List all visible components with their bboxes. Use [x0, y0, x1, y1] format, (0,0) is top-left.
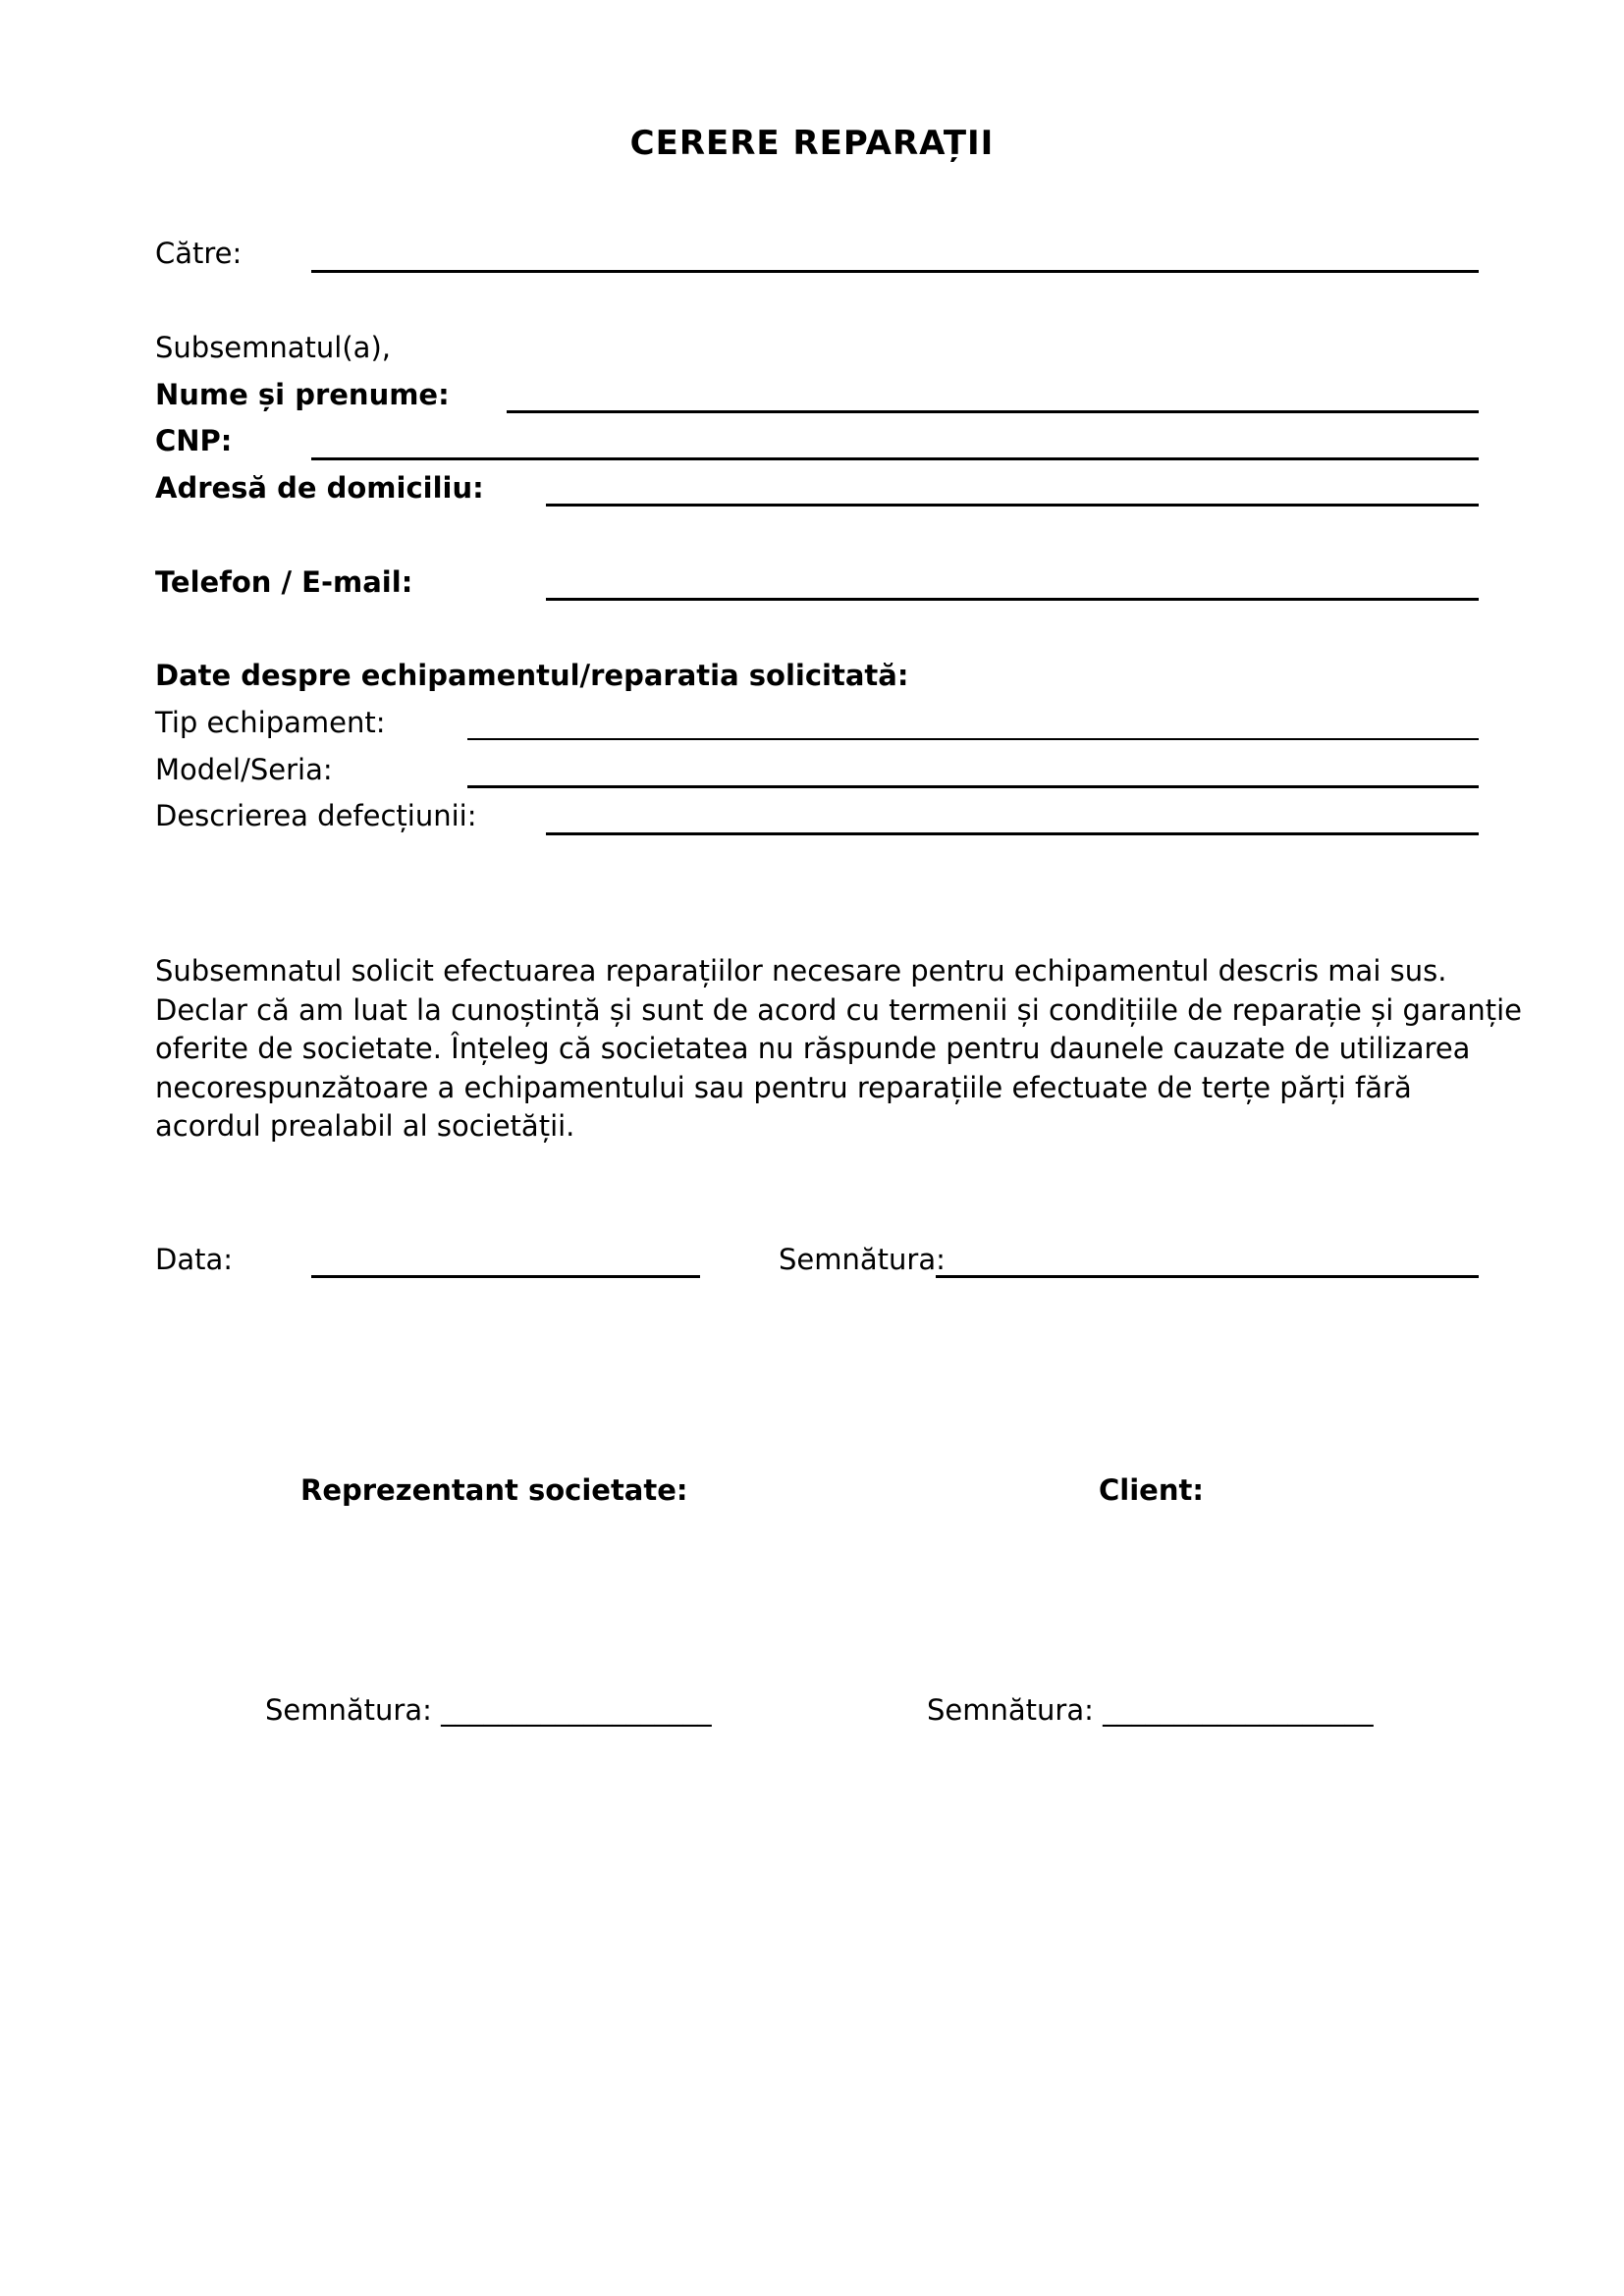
date-label: Data:	[155, 1243, 234, 1276]
document-title: CERERE REPARAȚII	[629, 124, 995, 163]
declaration-line: acordul prealabil al societății.	[155, 1109, 575, 1143]
tip-echipament-label: Tip echipament:	[155, 706, 386, 739]
client-signature: Semnătura: ___________________	[927, 1693, 1374, 1727]
adresa-label: Adresă de domiciliu:	[155, 471, 484, 505]
model-seria-line[interactable]	[467, 785, 1479, 788]
descriere-label: Descrierea defecțiunii:	[155, 799, 477, 832]
adresa-line[interactable]	[546, 504, 1479, 507]
subsemnatul-text: Subsemnatul(a),	[155, 331, 391, 364]
client-heading: Client:	[1099, 1473, 1204, 1507]
signature-line[interactable]	[936, 1275, 1479, 1278]
nume-label: Nume și prenume:	[155, 378, 450, 411]
cnp-line[interactable]	[311, 457, 1479, 460]
representative-heading: Reprezentant societate:	[300, 1473, 688, 1507]
declaration-line: oferite de societate. Înțeleg că societatea nu răspunde pentru daunele cauzate de utilizarea	[155, 1032, 1471, 1065]
declaration-line: necorespunzătoare a echipamentului sau pentru reparațiile efectuate de terțe părți fără	[155, 1070, 1412, 1104]
descriere-line[interactable]	[546, 832, 1479, 835]
nume-line[interactable]	[507, 410, 1479, 413]
date-line[interactable]	[311, 1275, 700, 1278]
declaration-paragraph	[155, 952, 1530, 1147]
catre-line[interactable]	[311, 270, 1479, 273]
signature-label: Semnătura:	[779, 1243, 946, 1276]
catre-label: Către:	[155, 237, 243, 270]
equipment-heading: Date despre echipamentul/reparatia solicitată:	[155, 659, 909, 692]
telefon-label: Telefon / E-mail:	[155, 565, 413, 599]
declaration-line: Subsemnatul solicit efectuarea reparațiilor necesare pentru echipamentul descris mai sus.	[155, 954, 1447, 988]
telefon-line[interactable]	[546, 598, 1479, 601]
model-seria-label: Model/Seria:	[155, 753, 333, 786]
representative-signature: Semnătura: ___________________	[265, 1693, 712, 1727]
cnp-label: CNP:	[155, 424, 233, 457]
tip-echipament-line[interactable]	[467, 738, 1479, 740]
declaration-line: Declar că am luat la cunoștință și sunt de acord cu termenii și condițiile de reparație și garanție	[155, 992, 1522, 1027]
